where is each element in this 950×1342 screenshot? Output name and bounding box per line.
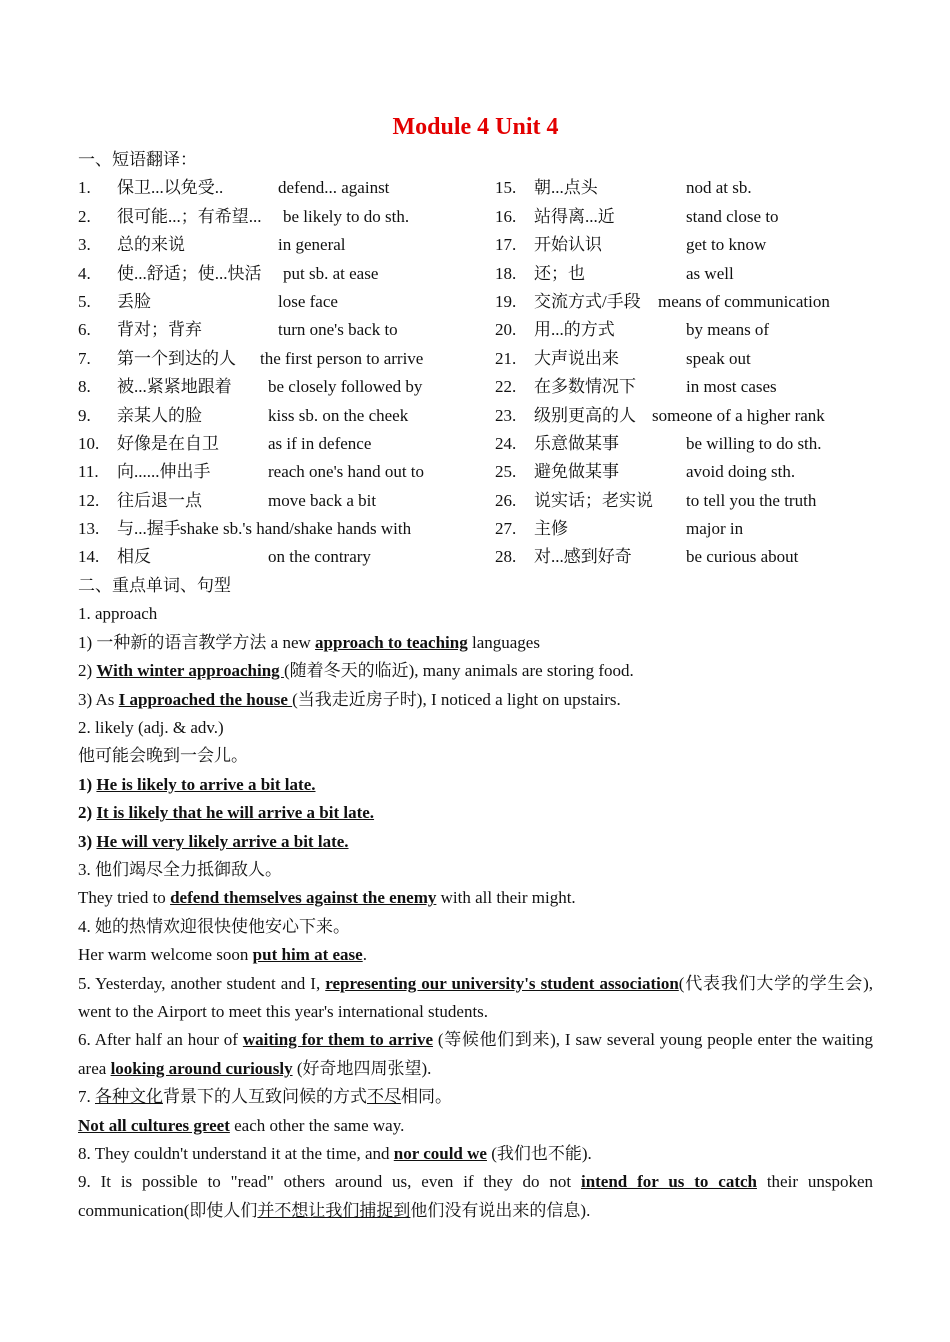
likely-chinese-sentence: 他可能会晚到一会儿。 bbox=[78, 746, 248, 766]
phrase-row bbox=[495, 458, 873, 486]
phrase-number: 4. bbox=[78, 263, 91, 283]
phrase-chinese: 对...感到好奇 bbox=[534, 547, 632, 567]
phrase-number: 17. bbox=[495, 235, 517, 255]
section-heading-phrases: 一、短语翻译： bbox=[78, 150, 197, 169]
phrase-number: 5. bbox=[78, 291, 91, 311]
phrase-chinese: 很可能...；有希望... bbox=[117, 206, 262, 226]
item-likely-heading: 2. likely (adj. & adv.) bbox=[78, 717, 224, 737]
phrase-number: 3. bbox=[78, 235, 91, 255]
phrase-number: 23. bbox=[495, 405, 517, 425]
phrase-row bbox=[495, 487, 873, 515]
phrase-english: stand close to bbox=[686, 206, 779, 226]
phrase-row bbox=[495, 260, 873, 288]
likely-example-3: 3) He will very likely arrive a bit late. bbox=[78, 831, 349, 851]
section-heading-keywords: 二、重点单词、句型 bbox=[78, 575, 231, 595]
phrase-english: nod at sb. bbox=[686, 178, 752, 198]
phrase-number: 1. bbox=[78, 178, 91, 198]
phrase-chinese: 用...的方式 bbox=[534, 320, 615, 340]
phrase-english: be likely to do sth. bbox=[283, 206, 410, 226]
phrase-english: as if in defence bbox=[268, 433, 372, 453]
phrase-number: 22. bbox=[495, 377, 517, 397]
phrase-row bbox=[78, 260, 495, 288]
phrase-number: 28. bbox=[495, 547, 517, 567]
phrase-chinese: 朝...点头 bbox=[534, 178, 598, 198]
approach-example-2: 2) With winter approaching (随着冬天的临近), many animals are storing food. bbox=[78, 661, 634, 681]
phrase-chinese: 往后退一点 bbox=[117, 490, 202, 510]
phrase-row bbox=[495, 430, 873, 458]
phrase-english: be willing to do sth. bbox=[686, 433, 822, 453]
phrase-chinese: 被...紧紧地跟着 bbox=[117, 377, 232, 397]
phrase-row bbox=[78, 174, 495, 202]
phrase-number: 21. bbox=[495, 348, 517, 368]
phrase-number: 26. bbox=[495, 490, 517, 510]
phrase-chinese: 说实话；老实说 bbox=[534, 490, 653, 510]
phrase-chinese: 避免做某事 bbox=[534, 462, 619, 482]
phrase-row bbox=[78, 373, 495, 401]
item-waiting: 6. After half an hour of waiting for them to arrive (等候他们到来), I saw several young people enter the waiting area looking around curiously (好奇地四周张望). bbox=[78, 1030, 873, 1078]
item-nor-could-we: 8. They couldn't understand it at the time, and nor could we (我们也不能). bbox=[78, 1144, 592, 1163]
phrase-number: 9. bbox=[78, 405, 91, 425]
likely-example-1: 1) He is likely to arrive a bit late. bbox=[78, 774, 316, 794]
cultures-example: Not all cultures greet each other the same way. bbox=[78, 1115, 405, 1135]
phrase-chinese: 保卫...以免受.. bbox=[117, 178, 224, 198]
page-title: Module 4 Unit 4 bbox=[392, 114, 559, 140]
phrase-chinese: 亲某人的脸 bbox=[117, 405, 202, 425]
phrase-chinese: 级别更高的人 bbox=[534, 405, 636, 425]
phrase-number: 16. bbox=[495, 206, 517, 226]
item-approach-heading: 1. approach bbox=[78, 604, 158, 624]
phrase-number: 14. bbox=[78, 547, 100, 567]
phrase-chinese: 乐意做某事 bbox=[534, 433, 619, 453]
likely-example-2: 2) It is likely that he will arrive a bit late. bbox=[78, 803, 375, 823]
document-page bbox=[78, 108, 873, 1225]
phrase-number: 10. bbox=[78, 433, 100, 453]
phrase-english: speak out bbox=[686, 348, 751, 368]
phrase-row bbox=[495, 174, 873, 202]
phrase-chinese: 丢脸 bbox=[117, 291, 151, 311]
phrase-number: 24. bbox=[495, 433, 517, 453]
phrase-chinese: 第一个到达的人 bbox=[117, 348, 236, 368]
item-defend-heading: 3. 他们竭尽全力抵御敌人。 bbox=[78, 859, 282, 879]
phrase-chinese: 总的来说 bbox=[117, 235, 185, 255]
phrase-chinese: 站得离...近 bbox=[534, 206, 615, 226]
phrase-chinese: 背对；背弃 bbox=[117, 320, 202, 340]
phrase-row bbox=[78, 487, 495, 515]
phrase-number: 18. bbox=[495, 263, 517, 283]
phrase-number: 20. bbox=[495, 320, 517, 340]
phrase-english: move back a bit bbox=[268, 490, 377, 510]
phrase-english: the first person to arrive bbox=[260, 348, 424, 368]
phrase-english: put sb. at ease bbox=[283, 263, 379, 283]
phrase-english: defend... against bbox=[278, 178, 390, 198]
phrase-english: shake sb.'s hand/shake hands with bbox=[180, 519, 412, 539]
phrase-chinese: 相反 bbox=[117, 547, 151, 567]
phrase-row bbox=[78, 430, 495, 458]
phrase-english: lose face bbox=[278, 291, 338, 311]
phrase-row bbox=[78, 458, 495, 486]
phrase-number: 2. bbox=[78, 206, 91, 226]
phrase-english: be curious about bbox=[686, 547, 799, 567]
phrase-chinese: 与...握手 bbox=[117, 519, 181, 539]
phrase-number: 12. bbox=[78, 490, 100, 510]
approach-example-3: 3) As I approached the house (当我走近房子时), I noticed a light on upstairs. bbox=[78, 689, 621, 709]
phrase-number: 25. bbox=[495, 462, 517, 482]
phrase-english: reach one's hand out to bbox=[268, 462, 425, 482]
phrase-column-right bbox=[495, 174, 873, 571]
phrase-row bbox=[78, 543, 495, 571]
phrase-chinese: 大声说出来 bbox=[534, 348, 619, 368]
phrase-row bbox=[495, 543, 873, 571]
phrase-english: as well bbox=[686, 263, 734, 283]
phrase-chinese: 主修 bbox=[534, 519, 568, 539]
phrase-row bbox=[78, 231, 495, 259]
item-representing: 5. Yesterday, another student and I, representing our university's student association(代表我们大学的学生会), went to the Airport to meet this year's international students. bbox=[78, 973, 874, 1021]
phrase-row bbox=[495, 515, 873, 543]
phrase-chinese: 在多数情况下 bbox=[534, 377, 636, 397]
phrase-row bbox=[78, 402, 495, 430]
phrase-row bbox=[78, 316, 495, 344]
phrase-english: by means of bbox=[686, 320, 770, 340]
phrase-english: in most cases bbox=[686, 377, 777, 397]
phrase-columns bbox=[78, 174, 873, 571]
phrase-chinese: 交流方式/手段 bbox=[534, 291, 641, 311]
phrase-english: someone of a higher rank bbox=[652, 405, 825, 425]
phrase-chinese: 开始认识 bbox=[534, 235, 602, 255]
phrase-row bbox=[495, 373, 873, 401]
phrase-number: 8. bbox=[78, 377, 91, 397]
phrase-chinese: 好像是在自卫 bbox=[117, 433, 219, 453]
approach-example-1: 1) 一种新的语言教学方法 a new approach to teaching languages bbox=[78, 632, 540, 652]
phrase-row bbox=[495, 345, 873, 373]
phrase-row bbox=[495, 288, 873, 316]
ease-example: Her warm welcome soon put him at ease. bbox=[78, 945, 367, 965]
phrase-row bbox=[78, 515, 495, 543]
phrase-english: get to know bbox=[686, 235, 767, 255]
phrase-english: to tell you the truth bbox=[686, 490, 817, 510]
phrase-row bbox=[78, 288, 495, 316]
phrase-english: be closely followed by bbox=[268, 377, 423, 397]
phrase-row bbox=[78, 203, 495, 231]
phrase-number: 11. bbox=[78, 462, 99, 482]
phrase-english: kiss sb. on the cheek bbox=[268, 405, 409, 425]
phrase-row bbox=[495, 231, 873, 259]
phrase-row bbox=[495, 203, 873, 231]
phrase-column-left bbox=[78, 174, 495, 571]
phrase-number: 6. bbox=[78, 320, 91, 340]
phrase-number: 27. bbox=[495, 519, 517, 539]
phrase-english: major in bbox=[686, 519, 744, 539]
phrase-number: 19. bbox=[495, 291, 517, 311]
phrase-chinese: 还；也 bbox=[534, 263, 585, 283]
phrase-english: on the contrary bbox=[268, 547, 371, 567]
phrase-row bbox=[495, 402, 873, 430]
phrase-english: turn one's back to bbox=[278, 320, 398, 340]
phrase-row bbox=[78, 345, 495, 373]
phrase-row bbox=[495, 316, 873, 344]
phrase-english: avoid doing sth. bbox=[686, 462, 796, 482]
phrase-chinese: 使...舒适；使...快活 bbox=[117, 263, 262, 283]
phrase-english: means of communication bbox=[658, 291, 830, 311]
defend-example: They tried to defend themselves against the enemy with all their might. bbox=[78, 888, 576, 908]
item-cultures-heading: 7. 各种文化背景下的人互致问候的方式不尽相同。 bbox=[78, 1087, 452, 1107]
item-intend: 9. It is possible to "read" others around us, even if they do not intend for us to catch their unspoken communication(即使人们并不想让我们捕捉到他们没有说出来的信息). bbox=[78, 1172, 873, 1220]
phrase-number: 15. bbox=[495, 178, 517, 198]
phrase-chinese: 向......伸出手 bbox=[117, 462, 211, 482]
phrase-number: 13. bbox=[78, 519, 100, 539]
phrase-english: in general bbox=[278, 235, 346, 255]
item-ease-heading: 4. 她的热情欢迎很快使他安心下来。 bbox=[78, 916, 350, 936]
phrase-number: 7. bbox=[78, 348, 91, 368]
